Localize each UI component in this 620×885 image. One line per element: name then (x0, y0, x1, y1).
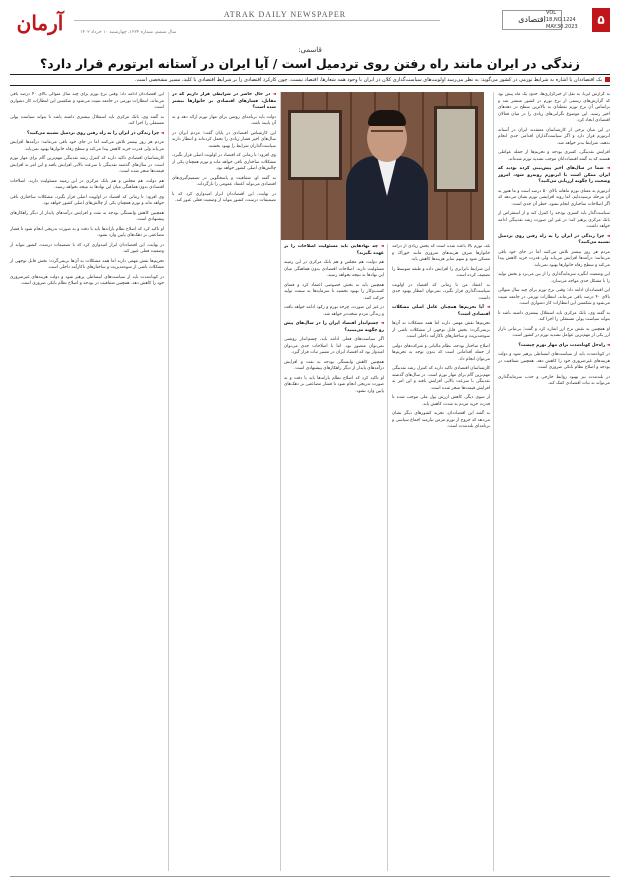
paragraph: بله، تورم بالا باعث شده است که بخش زیادی از درآمد خانوارها صرف هزینه‌های ضروری مانند خوراک و مسکن شود و سهم سایر هزینه‌ها کاهش یابد. (392, 244, 490, 262)
masthead: ATRAK DAILY NEWSPAPER (223, 10, 347, 19)
paragraph: همچنین کاهش وابستگی بودجه به نفت و افزایش درآمدهای پایدار از دیگر راهکارهای پیشنهادی است. (284, 359, 384, 371)
question-marker-icon: ◄ (604, 233, 610, 239)
issue-meta: سال ششم، شماره ۱۲۲۴، چهارشنبه ۱۰ خرداد ۱۴۰۲ (80, 30, 177, 35)
newspaper-logo: آرمان (16, 11, 64, 35)
paragraph: همچنین باید به بخش خصوصی اعتماد کرد و فضای کسب‌وکار را بهبود بخشید تا سرمایه‌ها به سمت تولید حرکت کنند. (284, 282, 384, 301)
paragraph: از سوی دیگر، کاهش ارزش پول ملی موجب شده تا قدرت خرید مردم به شدت کاهش یابد. (392, 395, 490, 407)
question-text: شما در سال‌های اخیر پیش‌بینی کرده بودید که ایران ممکن است با ابرتورم روبه‌رو شود، امروز وضعیت را چگونه ارزیابی می‌کنید؟ (498, 166, 610, 184)
paragraph: سیاست‌گذار باید کسری بودجه را کنترل کند و از استقراض از بانک مرکزی پرهیز کند؛ در غیر این صورت رشد نقدینگی ادامه خواهد داشت. (498, 211, 610, 229)
issue-date: MAY.30.2023 (546, 24, 578, 30)
column-5 (10, 92, 164, 871)
interview-question (10, 131, 164, 138)
question-text: در حال حاضر در شرایطی قرار داریم که در مقابل، فشارهای اقتصادی بر خانوارها بیشتر شده است؟ (172, 92, 276, 110)
page-header (10, 6, 610, 42)
paragraph: او همچنین به نقش نرخ ارز اشاره کرد و گفت: بی‌ثباتی بازار ارز یکی از مهم‌ترین عوامل تشدید تورم در کشور است. (498, 326, 610, 338)
paragraph: کارشناسان اقتصادی تاکید دارند که کنترل رشد نقدینگی مهم‌ترین گام برای مهار تورم است. در سال‌های گذشته نقدینگی با سرعت بالایی افزایش یافته و این امر به افزایش قیمت‌ها منجر شده است. (10, 156, 164, 174)
photo-eyebrows (371, 130, 403, 132)
paragraph: در نهایت، این اقتصاددان ابراز امیدواری کرد که با تصمیمات درست، کشور بتواند از وضعیت فعلی عبور کند. (10, 242, 164, 254)
paragraph: در کوتاه‌مدت باید از سیاست‌های انبساطی پرهیز شود و دولت هزینه‌های غیرضروری خود را کاهش دهد. همچنین شفافیت در بودجه و اصلاح نظام بانکی ضروری است. (498, 352, 610, 370)
paragraph: این وضعیت انگیزه سرمایه‌گذاری را از بین می‌برد و بخش تولید را با مشکل جدی مواجه می‌سازد. (498, 272, 610, 284)
paragraph: همچنین کاهش وابستگی بودجه به نفت و افزایش درآمدهای پایدار از دیگر راهکارهای پیشنهادی است. (10, 210, 164, 222)
interview-question (498, 343, 610, 350)
paragraph: به گفته وی، بانک مرکزی باید استقلال بیشتری داشته باشد تا بتواند سیاست پولی مستقلی را اجرا کند. (498, 310, 610, 322)
paragraph: مردم هر روز بیشتر تلاش می‌کنند اما در جای خود باقی می‌مانند؛ درآمدها افزایش می‌یابد ولی قدرت خرید کاهش پیدا می‌کند و سطح رفاه خانوارها بهبود نمی‌یابد. (498, 249, 610, 268)
lead-text: یک اقتصاددان با اشاره به شرایط تورمی در کشور می‌گوید: به نظر می‌رسد اولویت‌های سیاست‌گذاری کلان در ایران با وجود همه شعارها، اقتصاد نیست، چون کارکرد اقتصادی را بر شرایط اقتصادی با کلید، مسیر مشخصی است. (134, 77, 602, 83)
paragraph: در بلندمدت نیز بهبود روابط خارجی و جذب سرمایه‌گذاری می‌تواند به ثبات اقتصادی کمک کند. (498, 374, 610, 386)
question-marker-icon: ◄ (603, 166, 610, 171)
interview-question (284, 244, 384, 257)
paragraph: این شرایط نابرابری را افزایش داده و طبقه متوسط را تضعیف کرده است. (392, 266, 490, 278)
paragraph: وی افزود: تا زمانی که اقتصاد در اولویت اصلی قرار نگیرد، مشکلات ساختاری باقی خواهد ماند و تورم همچنان یکی از چالش‌های اصلی کشور خواهد بود. (10, 194, 164, 206)
article-headline: زندگی در ایران مانند راه رفتن روی تردمیل است / آیا ایران در آستانه ابرتورم قرار دارد؟ (40, 56, 580, 71)
column-2 (392, 244, 490, 871)
column-3 (284, 244, 384, 871)
photo-hair (368, 110, 406, 126)
interview-question (498, 166, 610, 186)
question-marker-icon: ◄ (270, 92, 276, 97)
question-text: چشم‌انداز اقتصاد ایران را در سال‌های پیش رو چگونه می‌بینید؟ (284, 321, 384, 333)
column-1 (498, 92, 610, 871)
paragraph: به گزارش ایرنا، به نقل از خبرگزاری‌ها، حدود یک ماه پیش بود که گزارش‌های رسمی از نرخ تورم در کشور منتشر شد و براساس آن نرخ تورم نقطه‌ای به بالاترین سطح در دهه‌های اخیر رسید. این موضوع نگرانی‌های زیادی را در میان فعالان اقتصادی ایجاد کرد. (498, 92, 610, 123)
paragraph: به گفته وی، بانک مرکزی باید استقلال بیشتری داشته باشد تا بتواند سیاست پولی مستقلی را اجرا کند. (10, 114, 164, 126)
question-marker-icon: ◄ (483, 305, 490, 310)
interview-question (392, 305, 490, 318)
interview-question (172, 92, 276, 112)
paragraph: تحریم‌ها نقش مهمی دارند اما همه مشکلات به آن‌ها برنمی‌گردد؛ بخش قابل توجهی از مشکلات ناشی از سوءمدیریت و ساختارهای ناکارآمد داخلی است. (392, 321, 490, 339)
paragraph: در غیر این صورت، چرخه تورم و رکود ادامه خواهد یافت و زندگی مردم سخت‌تر خواهد شد. (284, 305, 384, 317)
question-text: چرا زندگی در ایران را به راه رفتن روی تردمیل تشبیه می‌کنید؟ (498, 233, 610, 245)
footer-rule (10, 876, 610, 877)
page-number: ۵ (592, 8, 610, 32)
masthead-rule (74, 20, 440, 21)
paragraph: هم دولت، هم مجلس و هم بانک مرکزی در این زمینه مسئولیت دارند. اصلاحات اقتصادی بدون هماهنگی میان این نهادها به نتیجه نخواهد رسید. (10, 178, 164, 190)
column-divider (168, 92, 169, 871)
article-lead (10, 74, 610, 86)
paragraph: در نهایت، این اقتصاددان ابراز امیدواری کرد که با تصمیمات درست، کشور بتواند از وضعیت فعلی عبور کند. (172, 191, 276, 203)
question-text: آیا تحریم‌ها همچنان عامل اصلی مشکلات اقتصادی است؟ (392, 305, 490, 317)
section-label: اقتصادی (502, 10, 562, 30)
question-marker-icon: ◄ (605, 342, 610, 348)
column-divider (493, 92, 494, 871)
photo-window (288, 110, 342, 180)
column-divider (387, 244, 388, 871)
paragraph: این کارشناس اقتصادی در پایان گفت: مردم ایران در سال‌های اخیر فشار زیادی را تحمل کرده‌اند و انتظار دارند سیاست‌گذاران شرایط را بهبود بخشند. (172, 130, 276, 149)
column-4 (172, 92, 276, 871)
paragraph: در این میان برخی از کارشناسان معتقدند ایران در آستانه ابرتورم قرار دارد و اگر سیاست‌گذاران اقدامی جدی انجام ندهند، شرایط بدتر خواهد شد. (498, 127, 610, 146)
paragraph: ابرتورم به معنای تورم ماهانه بالای ۵۰ درصد است و ما هنوز به آن مرحله نرسیده‌ایم، اما روند افزایشی تورم نشان می‌دهد که اگر اصلاحات ساختاری انجام نشود، خطر آن جدی است. (498, 188, 610, 207)
interviewee-photo (280, 92, 484, 240)
paragraph: وی افزود: تا زمانی که اقتصاد در اولویت اصلی قرار نگیرد، مشکلات ساختاری باقی خواهد ماند و تورم همچنان یکی از چالش‌های اصلی کشور خواهد بود. (172, 153, 276, 171)
paragraph: به گفته او، شفافیت و پاسخگویی در تصمیم‌گیری‌های اقتصادی می‌تواند اعتماد عمومی را بازگرداند. (172, 175, 276, 187)
paragraph: این اقتصاددان ادامه داد: وقتی نرخ تورم برای چند سال متوالی بالای ۴۰ درصد باقی می‌ماند، انتظارات تورمی در جامعه تثبیت می‌شود و شکستن این انتظارات کار دشواری است. (10, 92, 164, 110)
paragraph: اصلاح ساختار بودجه، نظام مالیاتی و شرکت‌های دولتی از جمله اقداماتی است که بدون توجه به تحریم‌ها می‌توان انجام داد. (392, 343, 490, 362)
volume-info (546, 10, 586, 31)
paragraph: او تاکید کرد که اصلاح نظام یارانه‌ها باید با دقت و به صورت تدریجی انجام شود تا فشار مضاعفی بر دهک‌های پایین وارد نشود. (10, 226, 164, 238)
question-marker-icon: ◄ (378, 321, 384, 326)
paragraph: به گفته این اقتصاددان، تجربه کشورهای دیگر نشان می‌دهد که خروج از تورم مزمن نیازمند اجماع سیاسی و برنامه‌ای بلندمدت است. (392, 411, 490, 429)
paragraph: اگر سیاست‌های فعلی ادامه یابد، چشم‌انداز روشنی نمی‌توان متصور بود. اما با اصلاحات جدی می‌توان امیدوار بود که اقتصاد ایران در مسیر ثبات قرار گیرد. (284, 337, 384, 355)
paragraph: این اقتصاددان ادامه داد: وقتی نرخ تورم برای چند سال متوالی بالای ۴۰ درصد باقی می‌ماند، انتظارات تورمی در جامعه تثبیت می‌شود و شکستن این انتظارات کار دشواری است. (498, 288, 610, 306)
paragraph: در کوتاه‌مدت باید از سیاست‌های انبساطی پرهیز شود و دولت هزینه‌های غیرضروری خود را کاهش دهد. همچنین شفافیت در بودجه و اصلاح نظام بانکی ضروری است. (10, 274, 164, 286)
article-kicker: قاسمی: (298, 46, 322, 54)
paragraph: تحریم‌ها نقش مهمی دارند اما همه مشکلات به آن‌ها برنمی‌گردد؛ بخش قابل توجهی از مشکلات ناشی از سوءمدیریت و ساختارهای ناکارآمد داخلی است. (10, 258, 164, 270)
question-text: راه‌حل کوتاه‌مدت برای مهار تورم چیست؟ (518, 342, 606, 348)
column-divider (280, 92, 281, 871)
paragraph: او تاکید کرد که اصلاح نظام یارانه‌ها باید با دقت و به صورت تدریجی انجام شود تا فشار مضاعفی بر دهک‌های پایین وارد نشود. (284, 375, 384, 394)
paragraph: افزایش نقدینگی، کسری بودجه و تحریم‌ها از جمله عواملی هستند که به گفته اقتصاددانان موجب تشدید تورم شده‌اند. (498, 150, 610, 162)
interview-question (498, 234, 610, 247)
volume-number: VOL 18,NO.1224 (546, 10, 576, 23)
interview-question (284, 321, 384, 334)
paragraph: دولت باید برنامه‌ای روشن برای مهار تورم ارائه دهد و به آن پایبند باشد. (172, 114, 276, 126)
lead-marker-icon (605, 77, 610, 82)
paragraph: مردم هر روز بیشتر تلاش می‌کنند اما در جای خود باقی می‌مانند؛ درآمدها افزایش می‌یابد ولی قدرت خرید کاهش پیدا می‌کند و سطح رفاه خانوارها بهبود نمی‌یابد. (10, 140, 164, 152)
question-marker-icon: ◄ (159, 130, 164, 136)
paragraph: کارشناسان اقتصادی تاکید دارند که کنترل رشد نقدینگی مهم‌ترین گام برای مهار تورم است. در سال‌های گذشته نقدینگی با سرعت بالایی افزایش یافته و این امر به افزایش قیمت‌ها منجر شده است. (392, 366, 490, 391)
paragraph: هم دولت، هم مجلس و هم بانک مرکزی در این زمینه مسئولیت دارند. اصلاحات اقتصادی بدون هماهنگی میان این نهادها به نتیجه نخواهد رسید. (284, 260, 384, 278)
question-marker-icon: ◄ (377, 244, 384, 249)
question-text: چه نهادهایی باید مسئولیت اصلاحات را بر عهده بگیرند؟ (284, 244, 384, 256)
photo-window (434, 106, 478, 192)
paragraph: به اعتقاد من تا زمانی که اقتصاد در اولویت سیاست‌گذاری قرار نگیرد، نمی‌توان انتظار بهبود جدی داشت. (392, 282, 490, 301)
question-text: چرا زندگی در ایران را به راه رفتن روی تردمیل تشبیه می‌کنید؟ (27, 130, 160, 136)
